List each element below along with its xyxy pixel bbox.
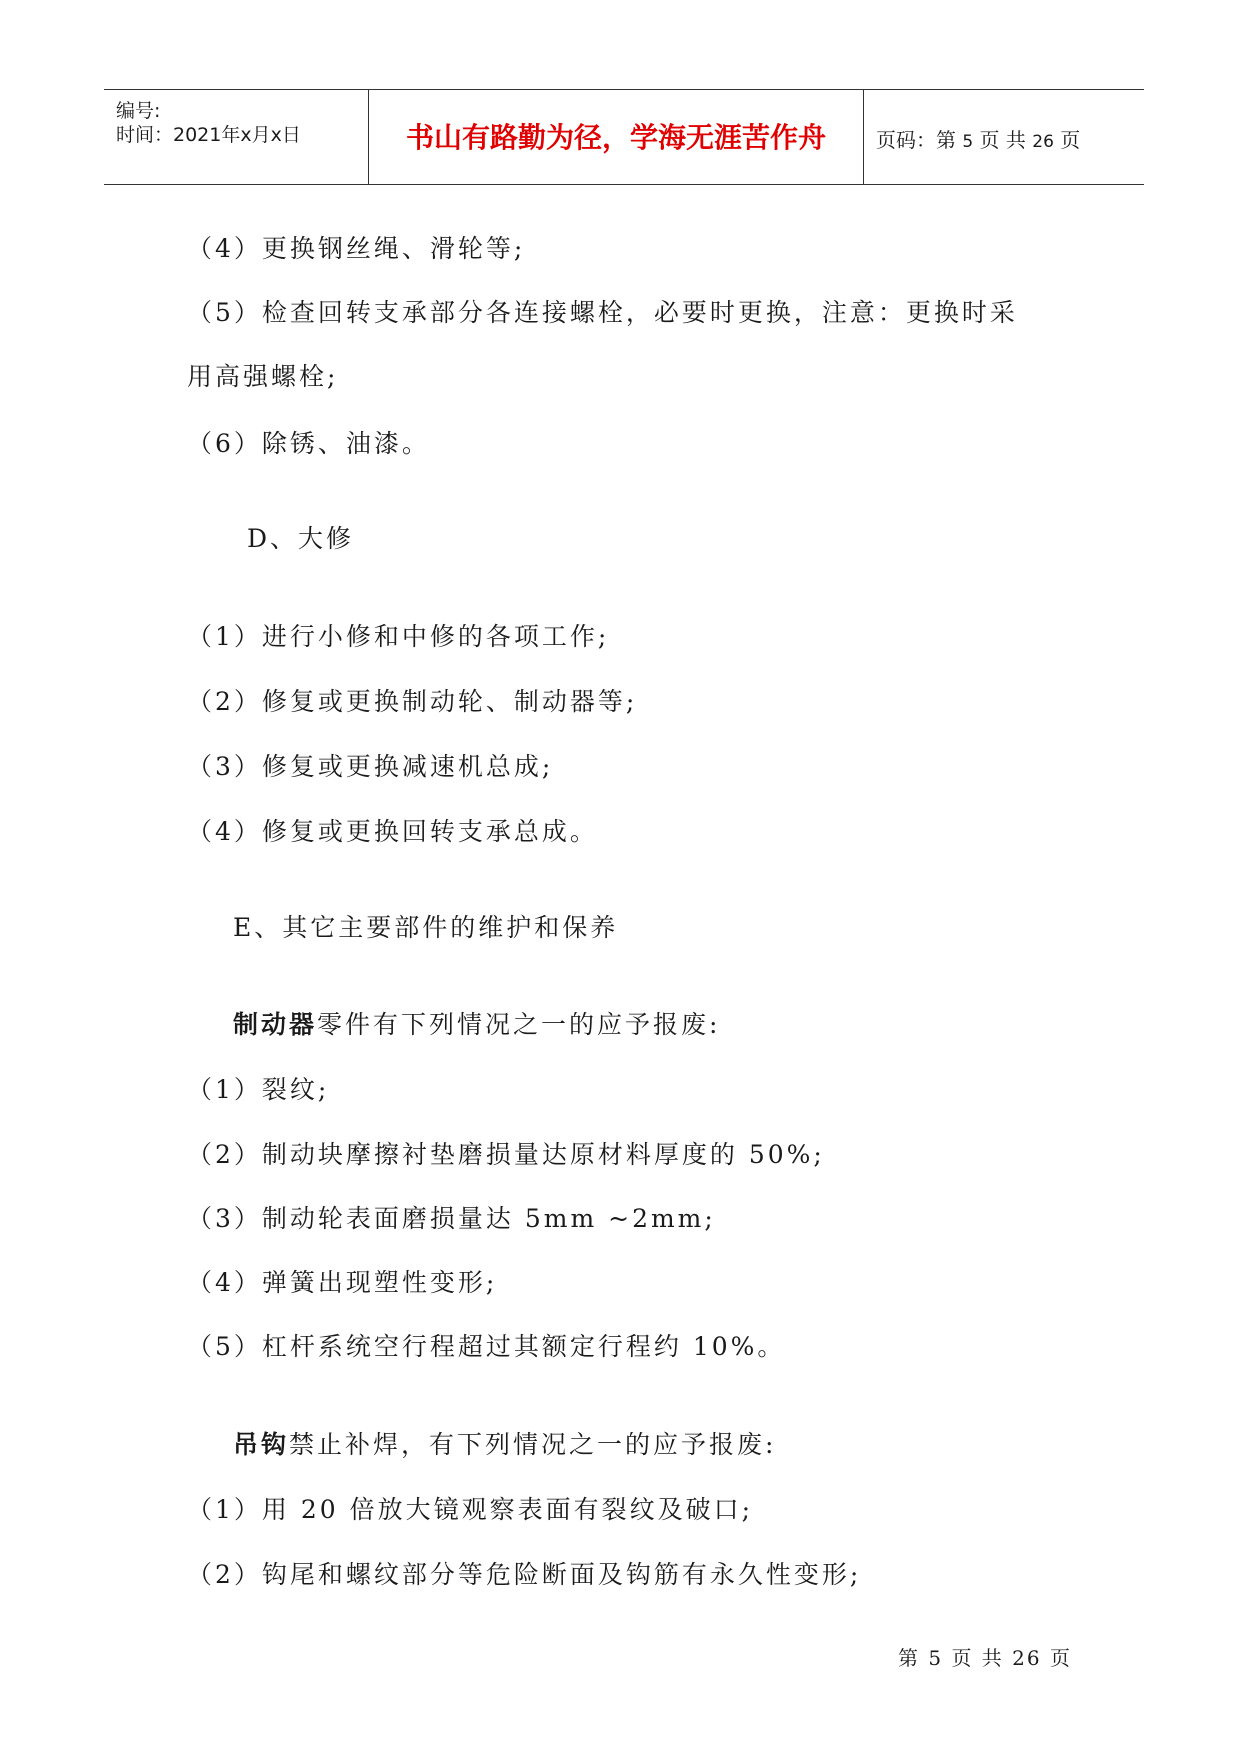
text-line: （2）修复或更换制动轮、制动器等; — [187, 687, 638, 716]
motto: 书山有路勤为径，学海无涯苦作舟 — [405, 121, 826, 154]
text-line: （1）进行小修和中修的各项工作; — [187, 622, 610, 651]
text-line: （2）制动块摩擦衬垫磨损量达原材料厚度的 50%; — [187, 1140, 825, 1169]
text-line: （4）修复或更换回转支承总成。 — [187, 817, 598, 846]
paragraph-brake — [233, 1005, 720, 1041]
page-total: 26 — [1032, 132, 1054, 152]
time-label: 时间：2021年x月x日 — [116, 124, 301, 146]
header-page-info — [876, 124, 1080, 153]
page-mid: 页 共 — [979, 128, 1026, 152]
serial-number-label: 编号: — [116, 100, 161, 122]
header-meta-cell — [104, 90, 369, 184]
hook-term: 吊钩 — [233, 1430, 290, 1459]
paragraph-hook — [233, 1425, 776, 1461]
text-line: 用高强螺栓; — [187, 362, 339, 391]
brake-text: 零件有下列情况之一的应予报废: — [317, 1010, 721, 1039]
brake-term: 制动器 — [233, 1010, 318, 1039]
header-motto-cell — [369, 90, 864, 184]
text-line: （1）裂纹; — [187, 1075, 330, 1104]
text-line: （2）钩尾和螺纹部分等危险断面及钩筋有永久性变形; — [187, 1560, 862, 1589]
section-heading: E、其它主要部件的维护和保养 — [233, 913, 619, 942]
page-suffix: 页 — [1060, 128, 1081, 152]
text-line: （3）修复或更换减速机总成; — [187, 752, 554, 781]
page-header — [104, 89, 1144, 185]
text-line: （5）杠杆系统空行程超过其额定行程约 10%。 — [187, 1332, 786, 1361]
text-line: （6）除锈、油漆。 — [187, 429, 430, 458]
footer-page-number: 第 5 页 共 26 页 — [898, 1646, 1072, 1670]
text-line: （1）用 20 倍放大镜观察表面有裂纹及破口; — [187, 1495, 754, 1524]
text-line: （4）弹簧出现塑性变形; — [187, 1268, 498, 1297]
page-prefix: 页码：第 — [876, 128, 956, 152]
text-line: （3）制动轮表面磨损量达 5mm ~2mm; — [187, 1204, 716, 1233]
text-line: （4）更换钢丝绳、滑轮等; — [187, 234, 526, 263]
text-line: （5）检查回转支承部分各连接螺栓，必要时更换，注意：更换时采 — [187, 298, 1018, 327]
header-page-cell — [864, 90, 1144, 184]
section-heading: D、大修 — [247, 524, 355, 553]
hook-text: 禁止补焊，有下列情况之一的应予报废: — [289, 1430, 777, 1459]
page-number: 5 — [962, 132, 974, 152]
